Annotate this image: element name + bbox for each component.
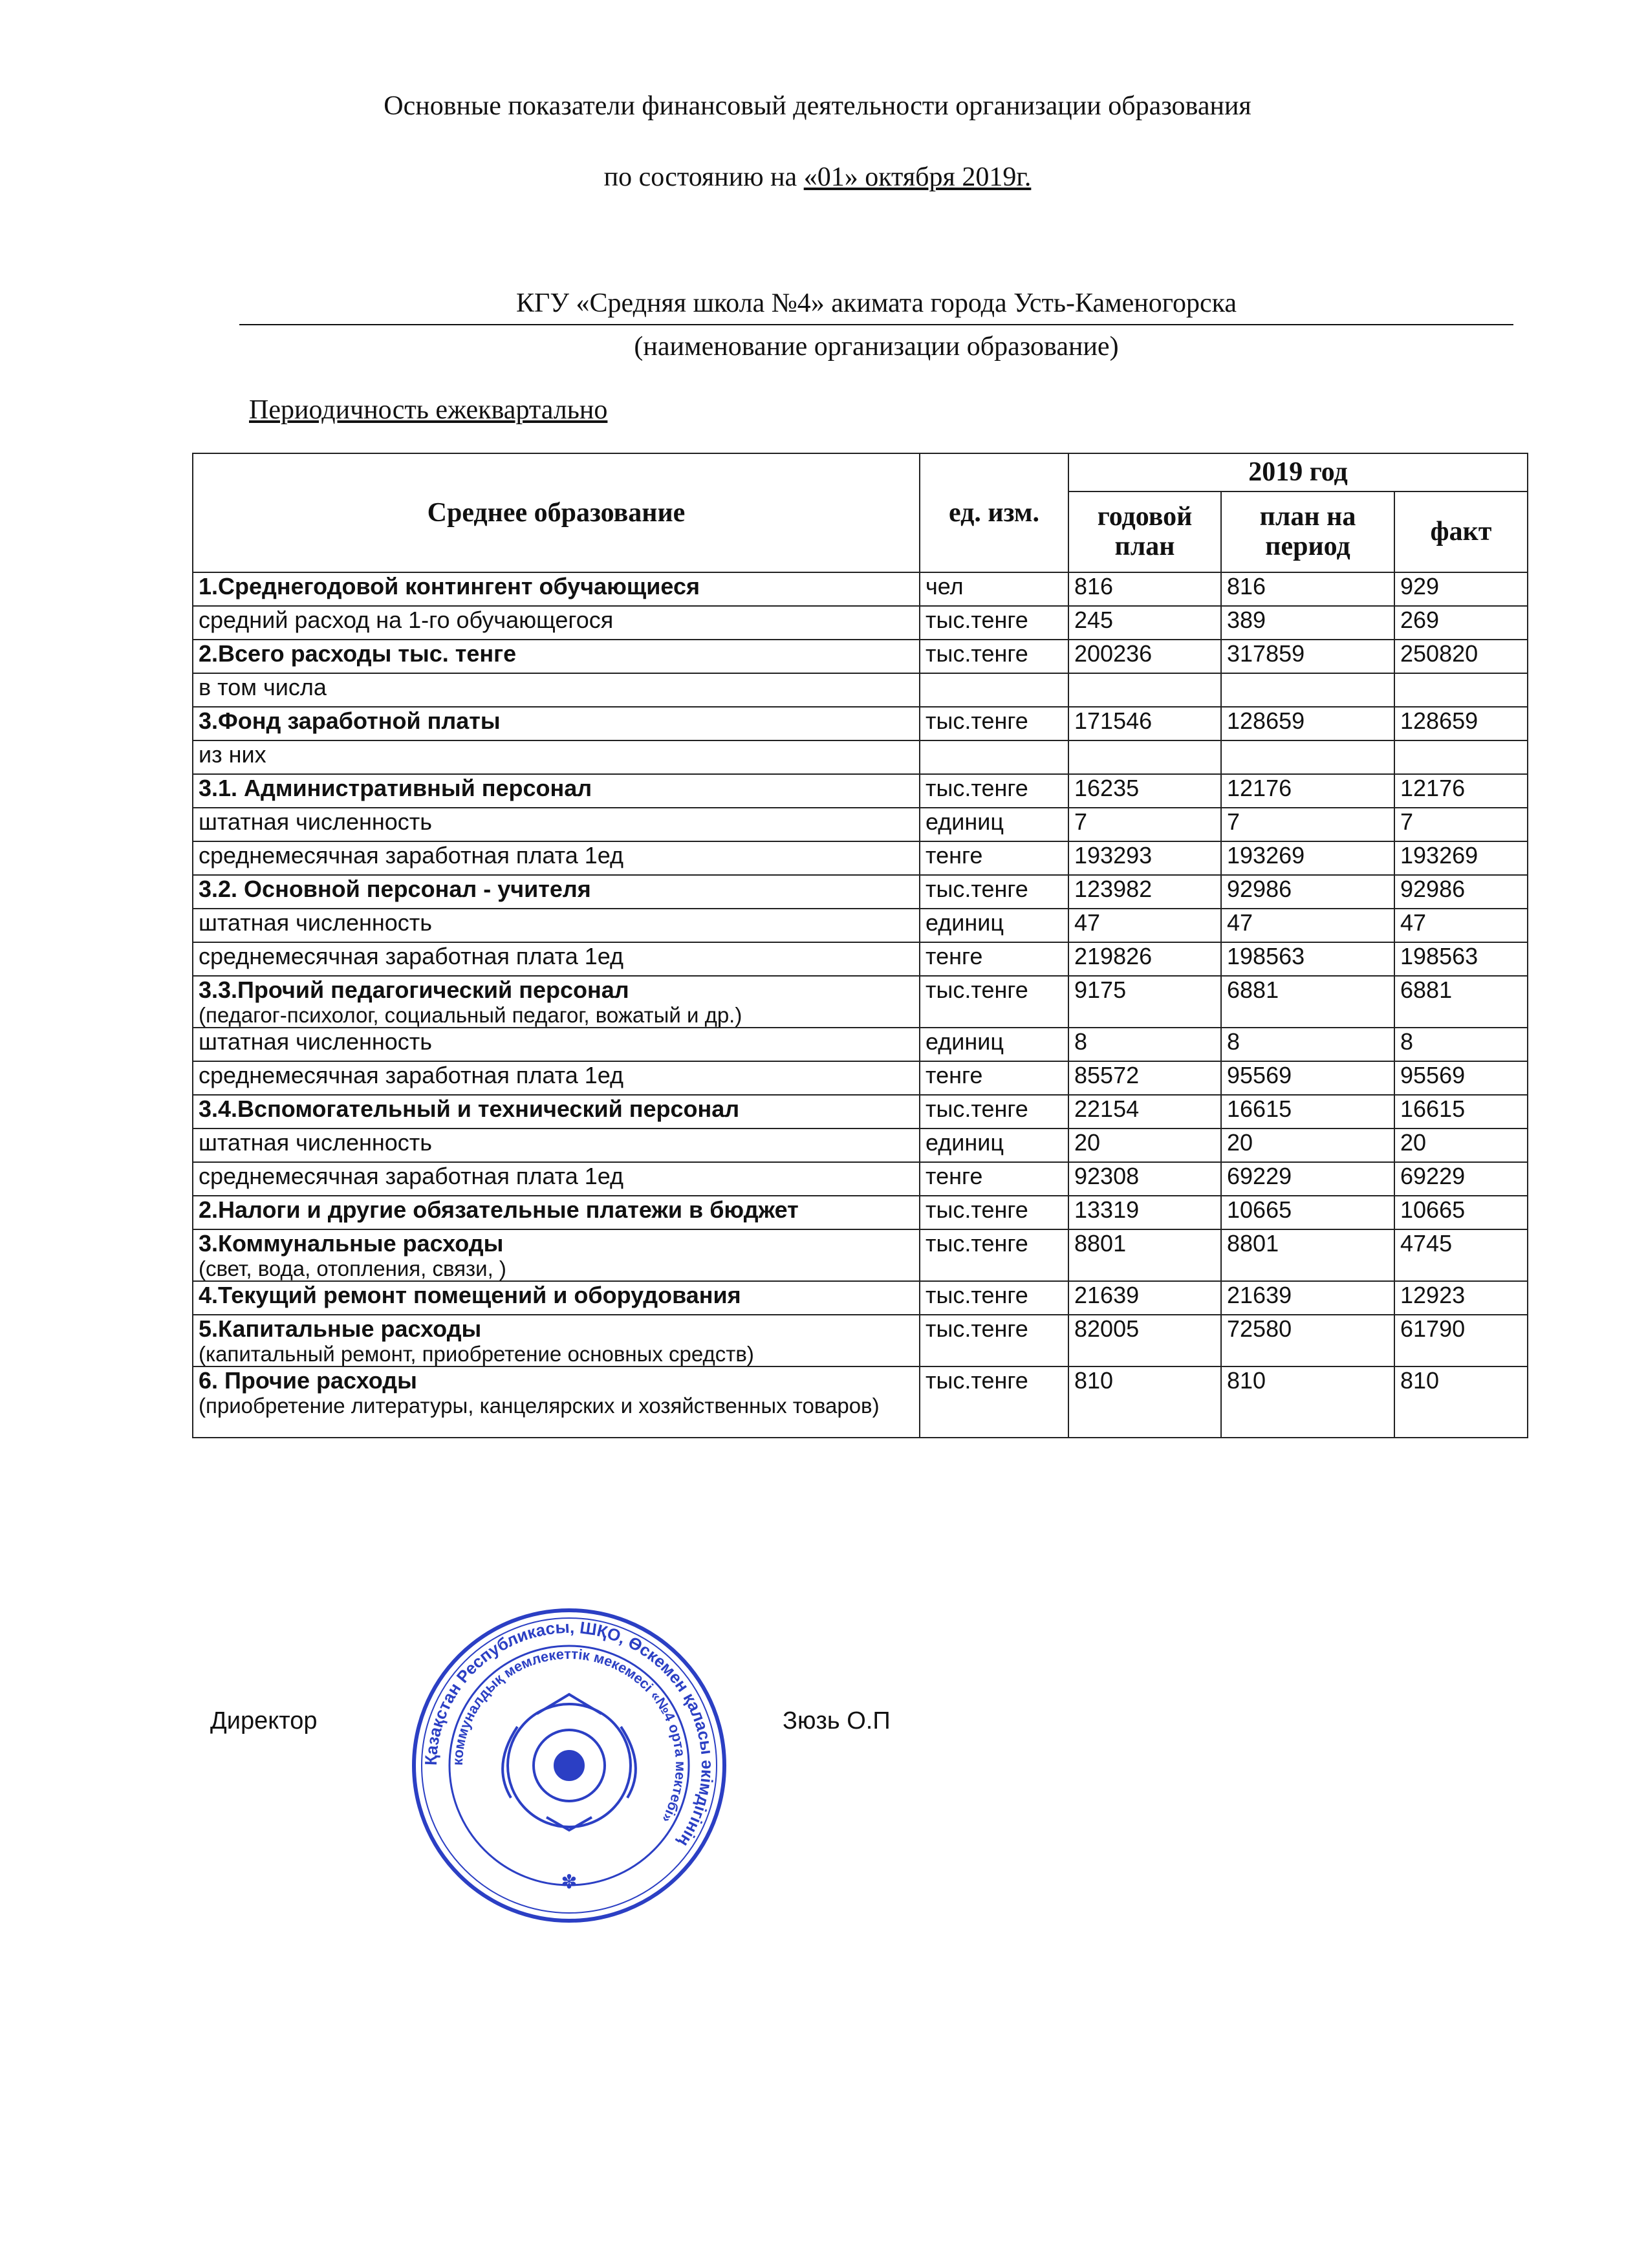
- row-name-text: штатная численность: [199, 1129, 433, 1156]
- table-row: [193, 1061, 1528, 1095]
- row-name: [193, 875, 920, 909]
- table-row: [193, 808, 1528, 841]
- row-annual-plan: 8801: [1068, 1229, 1221, 1281]
- row-period-plan: [1221, 740, 1394, 774]
- row-unit: чел: [920, 572, 1068, 606]
- row-fact: 810: [1394, 1366, 1528, 1438]
- row-name: [193, 808, 920, 841]
- row-name: [193, 1229, 920, 1281]
- row-name-text: 3.3.Прочий педагогический персонал: [199, 977, 629, 1003]
- table-row: [193, 1229, 1528, 1281]
- row-annual-plan: 171546: [1068, 707, 1221, 740]
- table-row: [193, 673, 1528, 707]
- row-period-plan: 92986: [1221, 875, 1394, 909]
- table-row: [193, 942, 1528, 976]
- row-fact: 12923: [1394, 1281, 1528, 1315]
- table-row: [193, 1162, 1528, 1196]
- row-unit: тыс.тенге: [920, 976, 1068, 1028]
- row-unit: тенге: [920, 942, 1068, 976]
- row-fact: 8: [1394, 1028, 1528, 1061]
- row-name-text: среднемесячная заработная плата 1ед: [199, 943, 623, 969]
- row-note: (приобретение литературы, канцелярских и хозяйственных товаров): [199, 1394, 880, 1418]
- row-name: [193, 572, 920, 606]
- row-annual-plan: 22154: [1068, 1095, 1221, 1129]
- row-annual-plan: [1068, 740, 1221, 774]
- row-annual-plan: 123982: [1068, 875, 1221, 909]
- row-name-text: 3.1. Административный персонал: [199, 775, 592, 801]
- row-annual-plan: 816: [1068, 572, 1221, 606]
- row-period-plan: 7: [1221, 808, 1394, 841]
- row-unit: тыс.тенге: [920, 774, 1068, 808]
- row-period-plan: 8: [1221, 1028, 1394, 1061]
- row-annual-plan: 92308: [1068, 1162, 1221, 1196]
- row-annual-plan: 219826: [1068, 942, 1221, 976]
- row-unit: [920, 740, 1068, 774]
- row-name: [193, 909, 920, 942]
- row-annual-plan: 7: [1068, 808, 1221, 841]
- row-unit: тыс.тенге: [920, 640, 1068, 673]
- row-name: [193, 707, 920, 740]
- row-annual-plan: 16235: [1068, 774, 1221, 808]
- row-name-text: штатная численность: [199, 909, 433, 936]
- row-fact: 193269: [1394, 841, 1528, 875]
- column-header-annual-plan: годовой план: [1068, 491, 1221, 572]
- row-name-text: 3.4.Вспомогательный и технический персонал: [199, 1096, 740, 1122]
- table-row: [193, 976, 1528, 1028]
- row-unit: тыс.тенге: [920, 1281, 1068, 1315]
- row-name: [193, 1162, 920, 1196]
- row-name: [193, 1196, 920, 1229]
- row-annual-plan: 47: [1068, 909, 1221, 942]
- table-row: [193, 1315, 1528, 1366]
- row-name: [193, 1028, 920, 1061]
- row-annual-plan: 193293: [1068, 841, 1221, 875]
- row-annual-plan: 9175: [1068, 976, 1221, 1028]
- row-fact: 6881: [1394, 976, 1528, 1028]
- row-fact: 929: [1394, 572, 1528, 606]
- row-period-plan: 95569: [1221, 1061, 1394, 1095]
- row-period-plan: 317859: [1221, 640, 1394, 673]
- column-header-unit: ед. изм.: [920, 453, 1068, 572]
- row-period-plan: 193269: [1221, 841, 1394, 875]
- document-title-line1: Основные показатели финансовый деятельности организации образования: [384, 91, 1251, 121]
- row-unit: тыс.тенге: [920, 1315, 1068, 1366]
- row-note: (педагог-психолог, социальный педагог, вожатый и др.): [199, 1003, 742, 1027]
- row-period-plan: 10665: [1221, 1196, 1394, 1229]
- row-note: (капитальный ремонт, приобретение основных средств): [199, 1342, 754, 1366]
- row-unit: единиц: [920, 1129, 1068, 1162]
- row-unit: тенге: [920, 1162, 1068, 1196]
- row-period-plan: 16615: [1221, 1095, 1394, 1129]
- row-name: [193, 942, 920, 976]
- official-stamp: [407, 1604, 731, 1927]
- row-fact: 69229: [1394, 1162, 1528, 1196]
- row-fact: 7: [1394, 808, 1528, 841]
- row-annual-plan: 20: [1068, 1129, 1221, 1162]
- row-name-text: штатная численность: [199, 808, 433, 835]
- row-annual-plan: 245: [1068, 606, 1221, 640]
- row-period-plan: 20: [1221, 1129, 1394, 1162]
- row-fact: 4745: [1394, 1229, 1528, 1281]
- title-date: «01» октября 2019г.: [803, 162, 1032, 192]
- row-name: [193, 1129, 920, 1162]
- row-period-plan: 198563: [1221, 942, 1394, 976]
- table-row: [193, 774, 1528, 808]
- table-header-row-1: [193, 453, 1528, 491]
- row-annual-plan: 82005: [1068, 1315, 1221, 1366]
- table-row: [193, 1366, 1528, 1438]
- row-name-text: 4.Текущий ремонт помещений и оборудования: [199, 1282, 741, 1308]
- row-name-text: 3.Фонд заработной платы: [199, 707, 501, 734]
- row-unit: тыс.тенге: [920, 1366, 1068, 1438]
- row-period-plan: 21639: [1221, 1281, 1394, 1315]
- signature-name: Зюзь О.П: [783, 1707, 891, 1734]
- row-fact: 92986: [1394, 875, 1528, 909]
- row-period-plan: 69229: [1221, 1162, 1394, 1196]
- stamp-outer-text: Қазақстан Республикасы, ШҚО, Өскемен қаласы әкімдігінің: [420, 1617, 718, 1851]
- row-period-plan: 128659: [1221, 707, 1394, 740]
- table-row: [193, 841, 1528, 875]
- row-name: [193, 1315, 920, 1366]
- row-name-text: 5.Капитальные расходы: [199, 1315, 482, 1342]
- row-name: [193, 640, 920, 673]
- row-period-plan: 8801: [1221, 1229, 1394, 1281]
- row-fact: 61790: [1394, 1315, 1528, 1366]
- table-row: [193, 1281, 1528, 1315]
- row-period-plan: 72580: [1221, 1315, 1394, 1366]
- row-annual-plan: 810: [1068, 1366, 1221, 1438]
- row-name-text: 2.Налоги и другие обязательные платежи в бюджет: [199, 1196, 799, 1223]
- row-period-plan: 816: [1221, 572, 1394, 606]
- table-row: [193, 875, 1528, 909]
- row-name-text: средний расход на 1-го обучающегося: [199, 607, 614, 633]
- organization-caption: (наименование организации образование): [634, 332, 1119, 362]
- row-period-plan: 6881: [1221, 976, 1394, 1028]
- row-name: [193, 774, 920, 808]
- table-row: [193, 740, 1528, 774]
- column-header-year: 2019 год: [1068, 453, 1528, 491]
- row-fact: 269: [1394, 606, 1528, 640]
- row-fact: 47: [1394, 909, 1528, 942]
- row-name-text: 2.Всего расходы тыс. тенге: [199, 640, 517, 667]
- row-unit: тенге: [920, 841, 1068, 875]
- row-unit: единиц: [920, 909, 1068, 942]
- row-period-plan: 810: [1221, 1366, 1394, 1438]
- column-header-name: Среднее образование: [193, 453, 920, 572]
- row-name: [193, 606, 920, 640]
- table-row: [193, 640, 1528, 673]
- stamp-emblem: [503, 1694, 636, 1830]
- periodicity-label: Периодичность ежеквартально: [249, 395, 608, 425]
- row-unit: единиц: [920, 808, 1068, 841]
- row-fact: 128659: [1394, 707, 1528, 740]
- row-fact: 95569: [1394, 1061, 1528, 1095]
- organization-name: КГУ «Средняя школа №4» акимата города Усть-Каменогорска: [239, 288, 1513, 325]
- row-unit: тыс.тенге: [920, 875, 1068, 909]
- table-row: [193, 606, 1528, 640]
- row-name: [193, 740, 920, 774]
- row-annual-plan: 8: [1068, 1028, 1221, 1061]
- row-unit: тыс.тенге: [920, 707, 1068, 740]
- column-header-period-plan: план на период: [1221, 491, 1394, 572]
- row-period-plan: 389: [1221, 606, 1394, 640]
- row-fact: 16615: [1394, 1095, 1528, 1129]
- row-annual-plan: 85572: [1068, 1061, 1221, 1095]
- table-row: [193, 572, 1528, 606]
- row-annual-plan: 200236: [1068, 640, 1221, 673]
- row-name-text: 3.Коммунальные расходы: [199, 1230, 504, 1257]
- row-unit: тыс.тенге: [920, 1095, 1068, 1129]
- row-annual-plan: 21639: [1068, 1281, 1221, 1315]
- financial-indicators-table: [192, 453, 1528, 1438]
- row-annual-plan: 13319: [1068, 1196, 1221, 1229]
- row-fact: 198563: [1394, 942, 1528, 976]
- row-name: [193, 1095, 920, 1129]
- table-row: [193, 707, 1528, 740]
- row-fact: 250820: [1394, 640, 1528, 673]
- row-period-plan: 47: [1221, 909, 1394, 942]
- table-row: [193, 1129, 1528, 1162]
- row-period-plan: 12176: [1221, 774, 1394, 808]
- stamp-inner-text: коммуналдық мемлекеттік мекемесі «№4 орта мектебі»: [449, 1645, 689, 1826]
- row-name: [193, 1061, 920, 1095]
- row-name: [193, 976, 920, 1028]
- row-name-text: в том числа: [199, 674, 327, 700]
- row-period-plan: [1221, 673, 1394, 707]
- row-unit: тыс.тенге: [920, 1196, 1068, 1229]
- row-name: [193, 1366, 920, 1438]
- table-body: [193, 572, 1528, 1438]
- table-row: [193, 1196, 1528, 1229]
- table-row: [193, 1028, 1528, 1061]
- row-unit: единиц: [920, 1028, 1068, 1061]
- row-fact: 10665: [1394, 1196, 1528, 1229]
- row-name-text: из них: [199, 741, 266, 768]
- row-fact: 12176: [1394, 774, 1528, 808]
- row-name-text: 1.Среднегодовой контингент обучающиеся: [199, 573, 700, 599]
- table-row: [193, 909, 1528, 942]
- row-name-text: среднемесячная заработная плата 1ед: [199, 1163, 623, 1189]
- row-unit: тыс.тенге: [920, 606, 1068, 640]
- row-name-text: 6. Прочие расходы: [199, 1367, 417, 1394]
- document-title-line2: [0, 162, 1635, 193]
- row-name: [193, 1281, 920, 1315]
- row-name-text: штатная численность: [199, 1028, 433, 1055]
- row-fact: 20: [1394, 1129, 1528, 1162]
- row-unit: [920, 673, 1068, 707]
- stamp-star-icon: ✽: [561, 1872, 578, 1893]
- row-fact: [1394, 740, 1528, 774]
- table-row: [193, 1095, 1528, 1129]
- row-annual-plan: [1068, 673, 1221, 707]
- row-fact: [1394, 673, 1528, 707]
- row-unit: тыс.тенге: [920, 1229, 1068, 1281]
- signature-position: Директор: [210, 1707, 318, 1734]
- column-header-fact: факт: [1394, 491, 1528, 572]
- row-name-text: среднемесячная заработная плата 1ед: [199, 1062, 623, 1088]
- row-name-text: 3.2. Основной персонал - учителя: [199, 876, 591, 902]
- row-name-text: среднемесячная заработная плата 1ед: [199, 842, 623, 869]
- row-unit: тенге: [920, 1061, 1068, 1095]
- title-date-prefix: по состоянию на: [603, 162, 804, 192]
- row-note: (свет, вода, отопления, связи, ): [199, 1257, 506, 1280]
- row-name: [193, 841, 920, 875]
- row-name: [193, 673, 920, 707]
